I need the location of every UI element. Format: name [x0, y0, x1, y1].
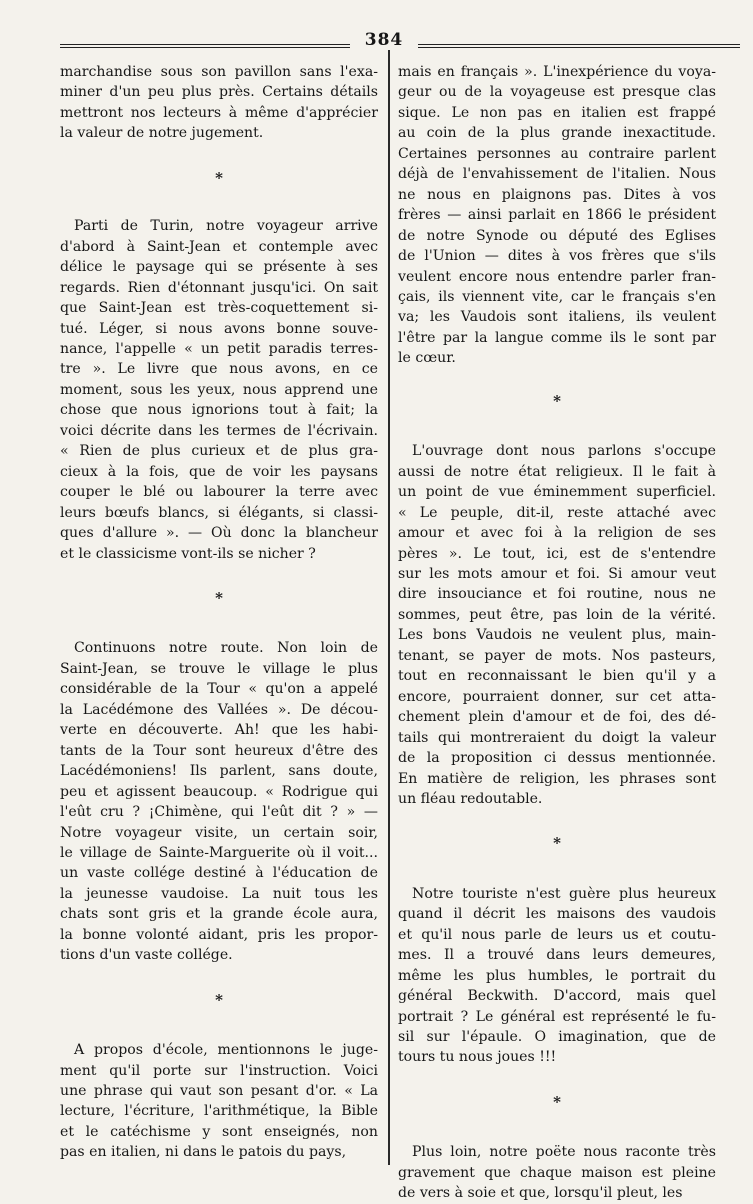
text-line: mais en français ». L'inexpérience du voya- — [398, 64, 716, 80]
text-line: A propos d'école, mentionnons le juge- — [74, 1042, 378, 1059]
section-separator: * — [553, 834, 561, 853]
text-line: que Saint-Jean est très-coquettement si- — [60, 300, 378, 317]
text-line: tants de la Tour sont heureux d'être des — [60, 742, 378, 759]
text-line: considérable de la Tour « qu'on a appelé — [60, 681, 378, 698]
text-line: L'ouvrage dont nous parlons s'occupe — [412, 443, 716, 460]
text-line: verte en découverte. Ah! que les habi- — [60, 722, 378, 739]
text-line: gravement que chaque maison est pleine — [398, 1164, 716, 1181]
text-line: tout en reconnaissant le bien qu'il y a — [398, 668, 716, 685]
text-line: et le catéchisme y sont enseignés, non — [60, 1123, 378, 1140]
header-rule-right — [418, 44, 740, 48]
page-number: 384 — [364, 30, 404, 50]
right-column — [398, 62, 716, 1204]
text-line: pas en italien, ni dans le patois du pays, — [60, 1144, 347, 1161]
text-line: le village de Sainte-Marguerite où il voit... — [60, 844, 378, 861]
text-line: tué. Léger, si nous avons bonne souve- — [60, 320, 378, 337]
text-line: tions d'un vaste collége. — [60, 947, 233, 964]
text-line: général Beckwith. D'accord, mais quel — [398, 988, 716, 1005]
text-line: même les plus humbles, le portrait du — [398, 967, 716, 984]
section-separator: * — [553, 391, 561, 410]
text-line: l'eût cru ? ¡Chimène, qui l'eût dit ? » — — [60, 804, 378, 821]
text-line: leurs bœufs blancs, si élégants, si classi- — [60, 504, 378, 521]
text-line: va; les Vaudois sont italiens, ils veulent — [398, 309, 716, 326]
text-line: geur ou de la voyageuse est presque clas — [398, 84, 716, 101]
text-line: et le classicisme vont-ils se nicher ? — [60, 545, 316, 562]
text-line: Saint-Jean, se trouve le village le plus — [60, 660, 378, 677]
text-line: Notre voyageur visite, un certain soir, — [60, 824, 378, 841]
text-line: couper le blé ou labourer la terre avec — [60, 484, 378, 501]
text-line: lecture, l'écriture, l'arithmétique, la Bible — [60, 1103, 378, 1120]
left-column — [60, 62, 378, 1163]
text-line: de la proposition ci dessus mentionnée. — [398, 750, 716, 767]
text-line: moment, sous les yeux, nous apprend une — [60, 381, 378, 398]
text-line: la jeunesse vaudoise. La nuit tous les — [60, 885, 378, 902]
text-line: de notre Synode ou député des Eglises — [398, 227, 716, 244]
text-line: le cœur. — [398, 350, 456, 367]
text-line: marchandise sous son pavillon sans l'exa- — [60, 64, 378, 80]
text-line: ment qu'il porte sur l'instruction. Voici — [60, 1062, 378, 1079]
header-rule-left — [60, 44, 350, 48]
text-line: çais, ils viennent vite, car le français s'en — [398, 288, 716, 305]
page-header — [60, 14, 740, 54]
text-line: sil sur l'épaule. O imagination, que de — [398, 1029, 716, 1046]
text-line: Les bons Vaudois ne veulent plus, main- — [398, 627, 716, 644]
text-line: veulent encore nous entendre parler fran- — [398, 268, 716, 285]
text-line: « Le peuple, dit-il, reste attaché avec — [398, 504, 716, 521]
text-line: mettront nos lecteurs à même d'apprécier — [60, 104, 378, 121]
text-line: tours tu nous joues !!! — [398, 1049, 557, 1066]
section-separator: * — [215, 588, 223, 607]
text-line: sur les mots amour et foi. Si amour veut — [398, 565, 716, 582]
text-line: la Lacédémone des Vallées ». De décou- — [60, 701, 378, 718]
text-line: « Rien de plus curieux et de plus gra- — [60, 443, 378, 460]
text-line: de l'Union — dites à vos frères que s'ils — [398, 248, 716, 265]
text-line: regards. Rien d'étonnant jusqu'ici. On sait — [60, 279, 378, 296]
text-line: amour et avec foi à la religion de ses — [398, 525, 716, 542]
text-line: cieux à la fois, que de voir les paysans — [60, 463, 378, 480]
text-line: chats sont gris et la grande école aura, — [60, 906, 378, 923]
text-line: la valeur de notre jugement. — [60, 125, 264, 142]
column-divider — [388, 50, 390, 1165]
text-line: l'être par la langue comme ils le sont par — [398, 329, 716, 346]
text-line: Notre touriste n'est guère plus heureux — [412, 885, 716, 902]
text-line: miner d'un peu plus près. Certains détails — [60, 84, 378, 101]
section-separator: * — [215, 168, 223, 187]
text-line: chose que nous ignorions tout à fait; la — [60, 402, 378, 419]
text-line: mes. Il a trouvé dans leurs demeures, — [398, 947, 716, 964]
text-line: de vers à soie et que, lorsqu'il pleut, les — [398, 1185, 683, 1202]
text-line: portrait ? Le général est représenté le fu- — [398, 1008, 716, 1025]
text-line: Certaines personnes au contraire parlent — [398, 145, 716, 162]
text-line: sique. Le non pas en italien est frappé — [398, 104, 716, 121]
text-line: frères — ainsi parlait en 1866 le président — [398, 207, 716, 224]
text-line: Parti de Turin, notre voyageur arrive — [74, 218, 378, 235]
text-line: voici décrite dans les termes de l'écrivain. — [60, 422, 378, 439]
text-line: délice le paysage qui se présente à ses — [60, 259, 378, 276]
text-line: peu et agissent beaucoup. « Rodrigue qui — [60, 783, 378, 800]
text-line: la bonne volonté aidant, pris les propor- — [60, 926, 378, 943]
text-line: un point de vue éminemment superficiel. — [398, 484, 716, 501]
text-line: chement plein d'amour et de foi, des dé- — [398, 709, 716, 726]
text-line: Lacédémoniens! Ils parlent, sans doute, — [60, 763, 378, 780]
text-line: pères ». Le tout, ici, est de s'entendre — [398, 545, 716, 562]
text-line: un vaste collége destiné à l'éducation de — [60, 865, 378, 882]
text-line: d'abord à Saint-Jean et contemple avec — [60, 238, 378, 255]
text-line: nance, l'appelle « un petit paradis terres- — [60, 340, 378, 357]
text-line: tre ». Le livre que nous avons, en ce — [60, 361, 378, 378]
text-line: ne nous en plaignons pas. Dites à vos — [398, 186, 716, 203]
text-line: dire insouciance et foi routine, nous ne — [398, 586, 716, 603]
text-line: une phrase qui vaut son pesant d'or. « La — [60, 1083, 378, 1100]
text-line: tenant, se payer de mots. Nos pasteurs, — [398, 647, 716, 664]
text-line: et qu'il nous parle de leurs us et coutu- — [398, 926, 716, 943]
text-line: un fléau redoutable. — [398, 790, 543, 807]
text-line: ques d'allure ». — Où donc la blancheur — [60, 525, 378, 542]
text-line: sommes, peut être, pas loin de la vérité. — [398, 606, 716, 623]
text-line: aussi de notre état religieux. Il le fait à — [398, 463, 716, 480]
section-separator: * — [215, 990, 223, 1009]
text-line: quand il décrit les maisons des vaudois — [398, 906, 716, 923]
text-line: au coin de la plus grande inexactitude. — [398, 125, 716, 142]
text-line: déjà de l'envahissement de l'italien. Nous — [398, 166, 716, 183]
text-line: encore, pourraient donner, sur cet atta- — [398, 688, 716, 705]
section-separator: * — [553, 1092, 561, 1111]
text-line: En matière de religion, les phrases sont — [398, 770, 716, 787]
text-line: Plus loin, notre poëte nous raconte très — [412, 1144, 716, 1161]
text-line: Continuons notre route. Non loin de — [74, 640, 378, 657]
text-line: tails qui montreraient du doigt la valeur — [398, 729, 716, 746]
